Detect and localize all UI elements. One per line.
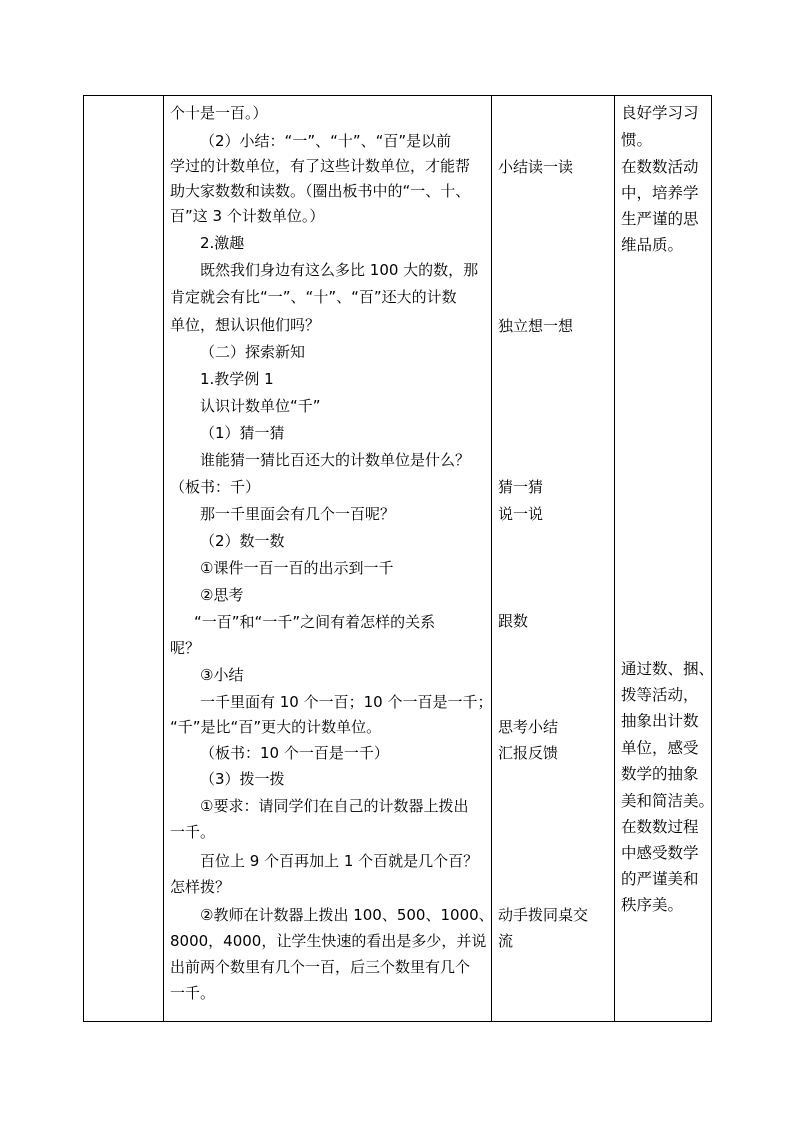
- process-line: 认识计数单位“千”: [200, 397, 321, 415]
- process-line: （2）小结：“一”、“十”、“百”是以前: [200, 132, 452, 150]
- student-activity: 跟数: [498, 612, 529, 630]
- process-line: （3）拨一拨: [200, 770, 285, 788]
- intent-line: 数学的抽象: [621, 765, 699, 783]
- intent-line: 单位，感受: [621, 739, 699, 757]
- process-line: ②教师在计数器上拨出 100、500、1000、: [200, 906, 494, 924]
- student-activity: 小结读一读: [498, 158, 574, 176]
- student-activity: 说一说: [498, 505, 544, 523]
- process-line: 一千。: [170, 823, 216, 841]
- process-line: 1.教学例 1: [200, 370, 274, 388]
- teaching-process-cell: [164, 96, 492, 1022]
- stage-column-cell: [84, 96, 164, 1022]
- process-line: 肯定就会有比“一”、“十”、“百”还大的计数: [170, 288, 457, 306]
- intent-line: 惯。: [621, 131, 653, 149]
- process-line: 一千。: [170, 984, 216, 1002]
- process-line: （板书：10 个一百是一千）: [200, 744, 389, 762]
- student-activity: 猜一猜: [498, 478, 544, 496]
- student-activity-cell: [492, 96, 615, 1022]
- process-line: 百”这 3 个计数单位。）: [170, 207, 325, 225]
- process-line: （1）猜一猜: [200, 424, 285, 442]
- process-line: 怎样拨？: [170, 878, 231, 896]
- intent-line: 在数数活动: [621, 158, 699, 176]
- intent-line: 中，培养学: [621, 184, 699, 202]
- process-line: ①要求：请同学们在自己的计数器上拨出: [200, 797, 469, 815]
- process-line: 一千里面有 10 个一百；10 个一百是一千；: [200, 693, 493, 711]
- process-line: “千”是比“百”更大的计数单位。: [170, 718, 382, 736]
- process-line: 百位上 9 个百再加上 1 个百就是几个百？: [200, 852, 479, 870]
- intent-line: 秩序美。: [621, 896, 684, 914]
- intent-line: 的严谨美和: [621, 870, 699, 888]
- process-line: 2.激趣: [200, 234, 245, 252]
- intent-line: 在数数过程: [621, 818, 699, 836]
- process-line: 助大家数数和读数。（圈出板书中的“一、十、: [170, 182, 471, 200]
- student-activity: 独立想一想: [498, 317, 574, 335]
- process-line: 8000，4000，让学生快速的看出是多少，并说: [170, 932, 487, 950]
- intent-line: 抽象出计数: [621, 712, 699, 730]
- intent-line: 维品质。: [621, 236, 684, 254]
- process-line: 谁能猜一猜比百还大的计数单位是什么？: [200, 451, 471, 469]
- intent-line: 生严谨的思: [621, 210, 699, 228]
- process-line: ①课件一百一百的出示到一千: [200, 559, 394, 577]
- intent-line: 良好学习习: [621, 104, 699, 122]
- design-intent-cell: [615, 96, 715, 1022]
- student-activity: 流: [498, 932, 514, 950]
- student-activity: 动手拨同桌交: [498, 906, 589, 924]
- process-line: “一百”和“一千”之间有着怎样的关系: [194, 613, 436, 631]
- process-line: 单位，想认识他们吗？: [170, 316, 321, 334]
- section-heading: （二）探索新知: [200, 343, 306, 361]
- intent-line: 美和简洁美。: [621, 792, 715, 810]
- process-line: （2）数一数: [200, 532, 285, 550]
- process-line: ③小结: [200, 666, 244, 684]
- process-line: ②思考: [200, 586, 244, 604]
- process-line: 出前两个数里有几个一百，后三个数里有几个: [170, 958, 471, 976]
- process-line: （板书：千）: [170, 478, 261, 496]
- process-line: 既然我们身边有这么多比 100 大的数，那: [200, 261, 479, 279]
- intent-line: 拨等活动，: [621, 686, 699, 704]
- student-activity: 思考小结: [498, 718, 559, 736]
- lesson-plan-table: [83, 95, 715, 1022]
- process-line: 学过的计数单位，有了这些计数单位，才能帮: [170, 157, 471, 175]
- intent-line: 通过数、捆、: [621, 660, 715, 678]
- process-line: 个十是一百。）: [170, 104, 268, 122]
- process-line: 呢？: [170, 639, 201, 657]
- intent-line: 中感受数学: [621, 844, 699, 862]
- process-line: 那一千里面会有几个一百呢？: [200, 505, 396, 523]
- student-activity: 汇报反馈: [498, 744, 559, 762]
